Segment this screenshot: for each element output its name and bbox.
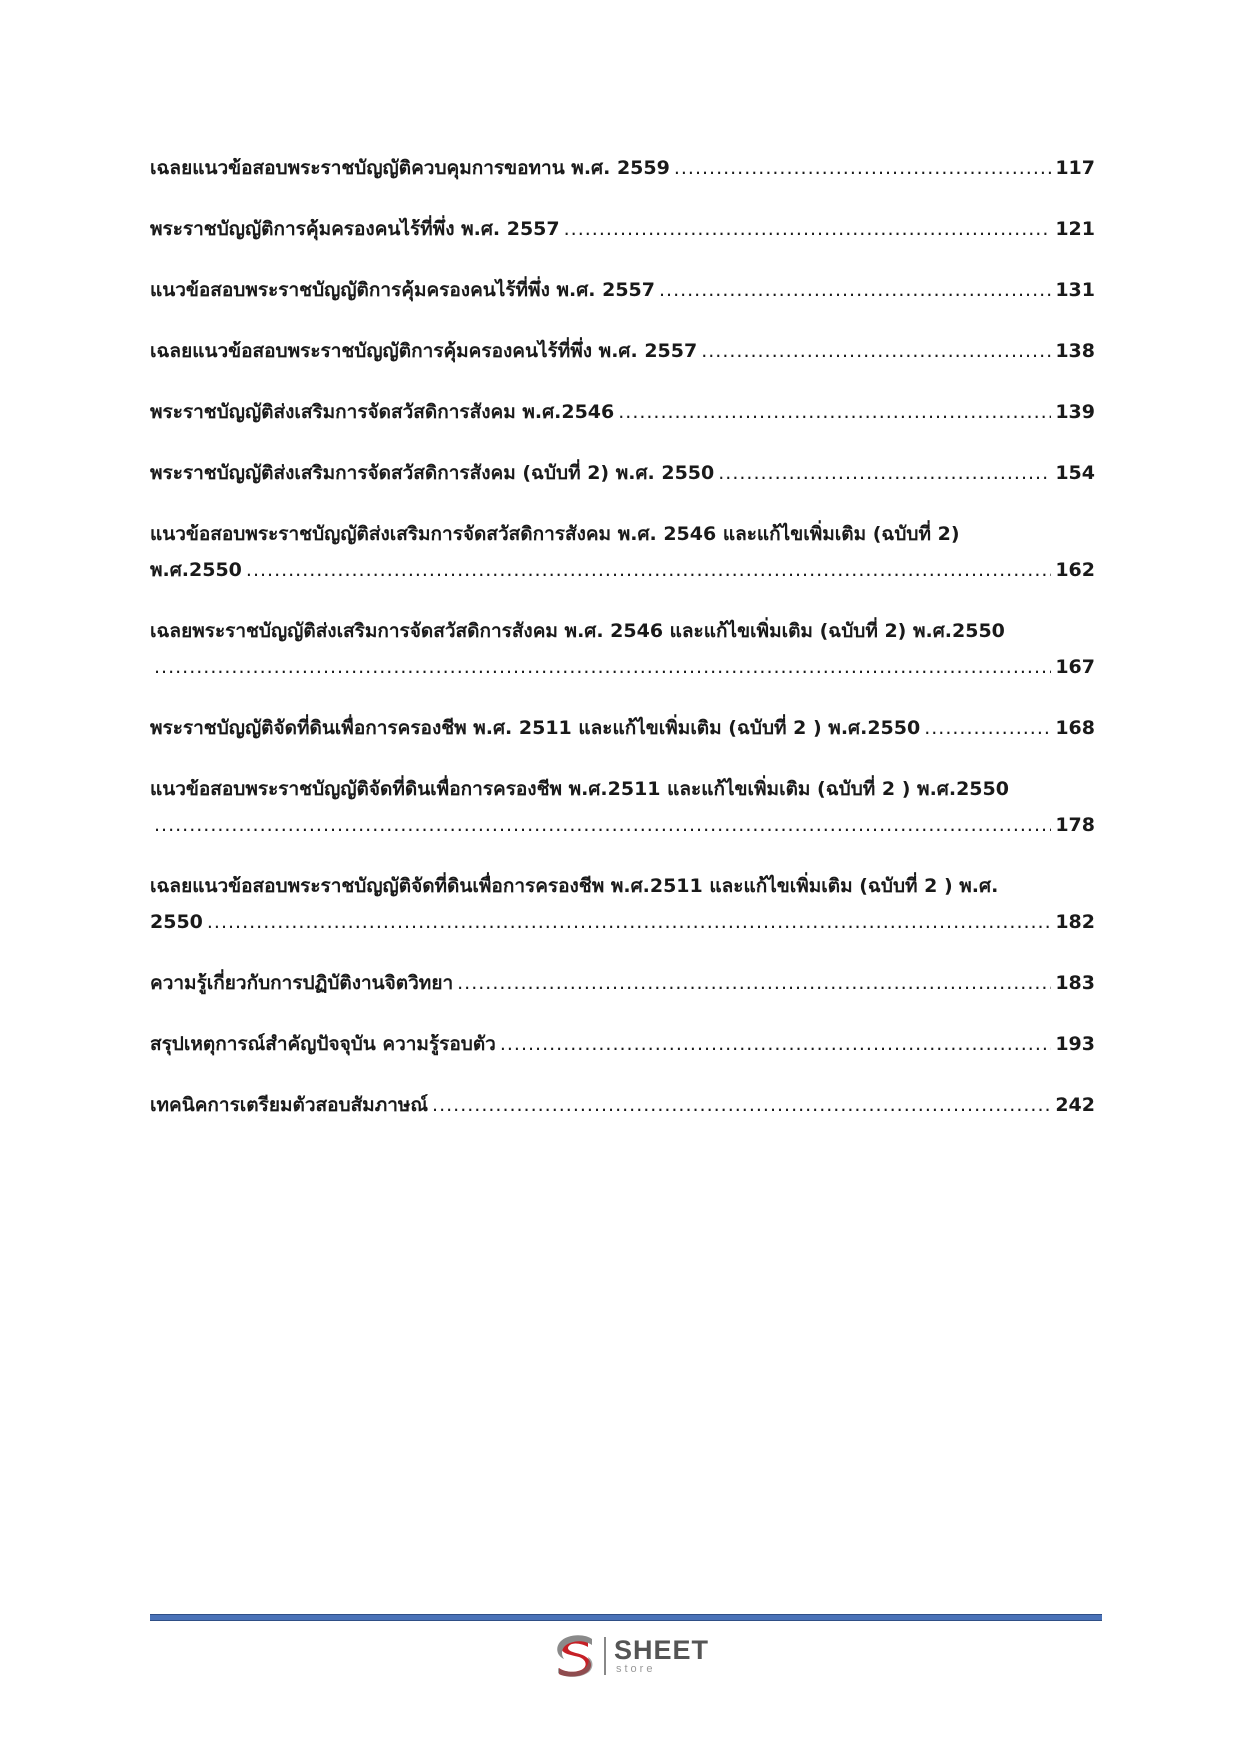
toc-page-number: 131 (1055, 279, 1095, 301)
dot-leader (154, 649, 1051, 685)
toc-entry[interactable] (150, 150, 1095, 186)
footer-divider (150, 1614, 1102, 1621)
toc-entry-title-line: เฉลยแนวข้อสอบพระราชบัญญัติจัดที่ดินเพื่อการครองชีพ พ.ศ.2511 และแก้ไขเพิ่มเติม (ฉบับที่ 2 ) พ.ศ. (150, 875, 999, 897)
toc-entry-title: พระราชบัญญัติส่งเสริมการจัดสวัสดิการสังคม พ.ศ.2546 (150, 401, 615, 423)
toc-entry-title: 2550 (150, 911, 203, 933)
dot-leader (674, 150, 1052, 186)
toc-entry-title-line: แนวข้อสอบพระราชบัญญัติส่งเสริมการจัดสวัสดิการสังคม พ.ศ. 2546 และแก้ไขเพิ่มเติม (ฉบับที่ 2) (150, 523, 960, 545)
dot-leader (924, 710, 1051, 746)
toc-entry-title: เฉลยแนวข้อสอบพระราชบัญญัติควบคุมการขอทาน พ.ศ. 2559 (150, 157, 670, 179)
toc-entry[interactable] (150, 1026, 1095, 1062)
toc-entry[interactable] (150, 613, 1095, 685)
toc-entry-title: เฉลยแนวข้อสอบพระราชบัญญัติการคุ้มครองคนไร้ที่พึ่ง พ.ศ. 2557 (150, 340, 698, 362)
toc-page-number: 117 (1055, 157, 1095, 179)
toc-entry-title: พระราชบัญญัติการคุ้มครองคนไร้ที่พึ่ง พ.ศ. 2557 (150, 218, 560, 240)
toc-entry-title: พระราชบัญญัติจัดที่ดินเพื่อการครองชีพ พ.ศ. 2511 และแก้ไขเพิ่มเติม (ฉบับที่ 2 ) พ.ศ.2550 (150, 717, 921, 739)
toc-page-number: 121 (1055, 218, 1095, 240)
toc-page-number: 167 (1055, 656, 1095, 678)
toc-entry[interactable] (150, 965, 1095, 1001)
dot-leader (564, 211, 1052, 247)
sheet-store-s-logo-icon (552, 1633, 598, 1679)
toc-entry[interactable] (150, 516, 1095, 588)
toc-entry[interactable] (150, 771, 1095, 843)
toc-page-number: 168 (1055, 717, 1095, 739)
toc-page-number: 139 (1055, 401, 1095, 423)
dot-leader (154, 807, 1051, 843)
toc-entry-title: ความรู้เกี่ยวกับการปฏิบัติงานจิตวิทยา (150, 972, 454, 994)
toc-entry[interactable] (150, 868, 1095, 940)
table-of-contents (150, 150, 1095, 1148)
toc-entry[interactable] (150, 455, 1095, 491)
toc-entry-title-line: แนวข้อสอบพระราชบัญญัติจัดที่ดินเพื่อการครองชีพ พ.ศ.2511 และแก้ไขเพิ่มเติม (ฉบับที่ 2 ) พ.ศ.2550 (150, 778, 1009, 800)
dot-leader (207, 904, 1051, 940)
toc-entry-title: พระราชบัญญัติส่งเสริมการจัดสวัสดิการสังคม (ฉบับที่ 2) พ.ศ. 2550 (150, 462, 715, 484)
toc-entry-title: พ.ศ.2550 (150, 559, 242, 581)
toc-entry[interactable] (150, 710, 1095, 746)
toc-page-number: 138 (1055, 340, 1095, 362)
toc-entry[interactable] (150, 272, 1095, 308)
dot-leader (701, 333, 1051, 369)
dot-leader (432, 1087, 1051, 1123)
dot-leader (659, 272, 1051, 308)
toc-page-number: 183 (1055, 972, 1095, 994)
toc-page-number: 178 (1055, 814, 1095, 836)
toc-entry[interactable] (150, 394, 1095, 430)
toc-entry-title: แนวข้อสอบพระราชบัญญัติการคุ้มครองคนไร้ที่พึ่ง พ.ศ. 2557 (150, 279, 655, 301)
toc-page-number: 193 (1055, 1033, 1095, 1055)
logo-subtitle: store (616, 1663, 656, 1675)
dot-leader (618, 394, 1051, 430)
dot-leader (457, 965, 1051, 1001)
toc-entry[interactable] (150, 1087, 1095, 1123)
toc-page-number: 162 (1055, 559, 1095, 581)
dot-leader (500, 1026, 1051, 1062)
toc-page-number: 182 (1055, 911, 1095, 933)
logo-separator (604, 1637, 606, 1675)
toc-entry-title: สรุปเหตุการณ์สำคัญปัจจุบัน ความรู้รอบตัว (150, 1033, 496, 1055)
dot-leader (718, 455, 1051, 491)
toc-entry-title: เทคนิคการเตรียมตัวสอบสัมภาษณ์ (150, 1094, 429, 1116)
dot-leader (246, 552, 1051, 588)
toc-entry-title-line: เฉลยพระราชบัญญัติส่งเสริมการจัดสวัสดิการสังคม พ.ศ. 2546 และแก้ไขเพิ่มเติม (ฉบับที่ 2) พ.ศ.2550 (150, 620, 1005, 642)
toc-page-number: 242 (1055, 1094, 1095, 1116)
sheet-store-logo (552, 1632, 709, 1680)
toc-page-number: 154 (1055, 462, 1095, 484)
toc-entry[interactable] (150, 211, 1095, 247)
logo-wordmark: SHEET (614, 1635, 710, 1665)
toc-entry[interactable] (150, 333, 1095, 369)
